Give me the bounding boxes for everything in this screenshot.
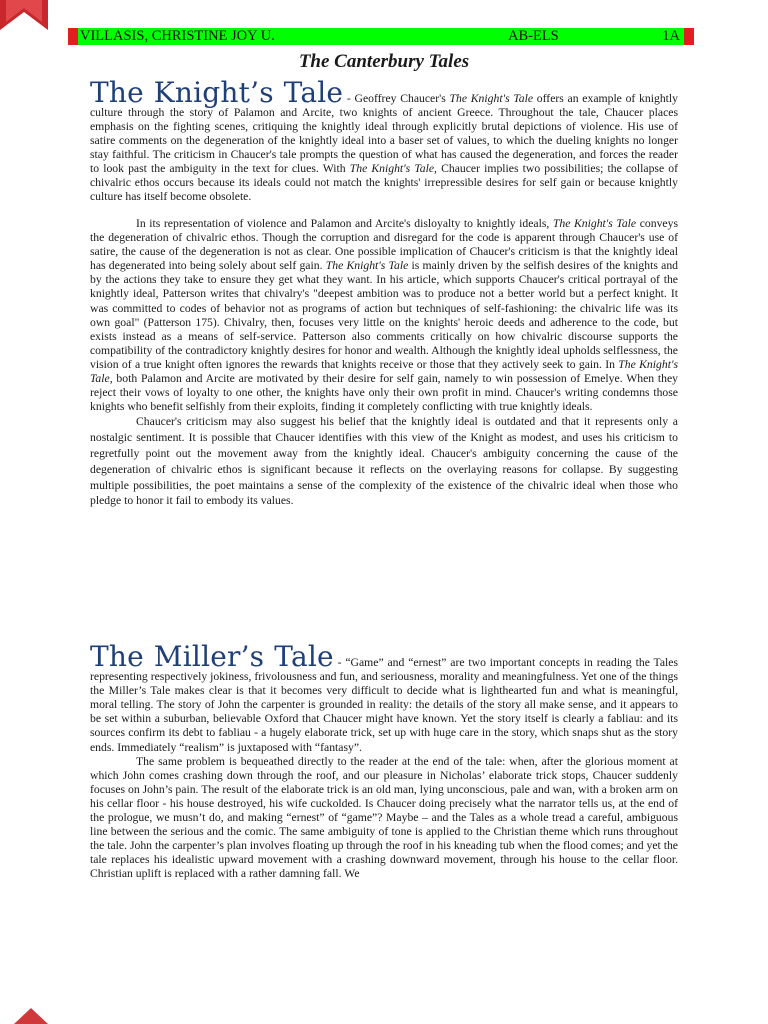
top-corner-ribbon: [0, 0, 48, 30]
millers-tale-paragraph-1: [90, 640, 678, 755]
italic-title: The Knight's Tale,: [349, 162, 437, 175]
italic-title: The Knight's Tale: [552, 217, 637, 230]
text-run: - Geoffrey Chaucer's: [343, 92, 450, 105]
millers-tale-section: [90, 640, 678, 882]
knights-tale-heading: The Knight’s Tale: [90, 76, 344, 109]
italic-title: The Knight's Tale,: [90, 357, 678, 386]
italic-title: The Knight's Tale: [325, 259, 409, 273]
knights-tale-section: [90, 76, 679, 509]
text-run: Chaucer implies two possibilities; the collapse of chivalric ethos occurs because its ideals could not match the knights' irrepressible desires for self gain or because knightly culture has itself become obsolete.: [90, 162, 679, 203]
text-run: both Palamon and Arcite are motivated by their desire for self gain, namely to win possession of Emelye. When they reject their vows of loyalty to one other, the knights have only their own profit in mind. Chaucer's writing condemns those knights who benefit selfishly from their exploits, finding it completely conflicting with true knightly ideals.: [90, 372, 678, 414]
italic-title: The Knight's Tale: [449, 92, 534, 105]
header-bar: [68, 28, 694, 45]
millers-tale-heading: The Miller’s Tale: [90, 640, 334, 673]
text-run: - “Game” and “ernest” are two important concepts in reading the Tales representing respectively jokiness, frivolousness and fun, and seriousness, morality and meaningfulness. Yet one of the things the Miller’s Tale makes clear is that it becomes very difficult to decide what is lighthearted fun and what is meaningful, moral telling. The story of John the carpenter is grounded in reality: the details of the story all make sense, and it appears to be set within a suburban, believable Oxford that Chaucer might have known. Yet the story itself is clearly a fabliau: and its sources confirm its debt to fabliau - a hugely elaborate trick, set up with huge care in the story, which snaps shut as the story ends. Immediately “realism” is juxtaposed with “fantasy”.: [90, 656, 678, 754]
document-title: The Canterbury Tales: [298, 51, 470, 72]
student-name: VILLASIS, CHRISTINE JOY U.: [80, 28, 275, 44]
text-run: conveys the degeneration of chivalric ethos. Though the corruption and disregard for the code is apparent through Chaucer's use of satire, the cause of the degeneration is not as clear. One possible implication of Chaucer's criticism is that the knightly ideal has degenerated into being solely about self gain.: [90, 217, 678, 273]
knights-tale-paragraph-2: [90, 217, 678, 414]
course-code: AB-ELS: [508, 28, 559, 44]
text-run: offers an example of knightly culture through the story of Palamon and Arcite, two knights of ancient Greece. Throughout the tale, Chaucer places emphasis on the fighting scenes, critiquing the knightly ideal through explicitly brutal depictions of violence. His use of satire comments on the degeneration of the knightly ideal into a baser set of values, to which the dueling knights no longer stay faithful. The criticism in Chaucer's tale prompts the question of what has caused the degeneration, and forces the reader to look past the ambiguity in the text for clues. With: [90, 92, 679, 175]
bottom-corner-ribbon: [14, 1008, 48, 1024]
text-run: is mainly driven by the selfish desires of the knights and by the actions they take to ensure they get what they want. In his article, which supports Chaucer's critical portrayal of the knightly ideal, Patterson writes that chivalry's "deepest ambition was to produce not a better world but a perfect knight. It was committed to codes of behavior not as programs of action but techniques of self-fashioning: the chivalric life was its own goal" (Patterson 175). Chivalry, then, focuses very little on the knights' heroic deeds and adherence to the code, but exists instead as a means of self-service. Patterson also comments critically on how chivalric discourse supports the compatibility of the contradictory knightly desires for honor and wealth. Although the knightly ideal upholds selflessness, the vision of a true knight often ignores the rewards that knights receive or those that they actively seek to gain. In: [90, 259, 679, 371]
knights-tale-paragraph-1: [90, 76, 679, 204]
knights-tale-paragraph-3: Chaucer's criticism may also suggest his belief that the knightly ideal is outdated and that it represents only a nostalgic sentiment. It is possible that Chaucer identifies with this view of the Knight as modest, and uses his criticism to regretfully point out the movement away from the knightly ideal. Chaucer's ambiguity concerning the cause of the degeneration of chivalric ethos is significant because it reflects on the overlaying reasons for collapse. By suggesting multiple possibilities, the poet maintains a sense of the complexity of the existence of the chivalric ideal when those who pledge to honor it fail to embody its values.: [90, 415, 678, 508]
millers-tale-paragraph-2: The same problem is bequeathed directly to the reader at the end of the tale: when, after the glorious moment at which John comes crashing down through the roof, and our pleasure in Nicholas’ elaborate trick stops, Chaucer suddenly focuses on John’s pain. The result of the elaborate trick is an old man, lying unconscious, pale and wan, with a broken arm on his cellar floor - his house destroyed, his wife cuckolded. Is Chaucer doing precisely what the narrator tells us, at the end of the prologue, we musn’t do, and making “ernest” of “game”? Maybe – and the Tales as a whole tread a careful, ambiguous line between the serious and the comic. The same ambiguity of tone is applied to the Christian theme which runs throughout the tale. John the carpenter’s plan involves floating up through the roof in his kneading tub when the flood comes; and yet the tale replaces his idealistic upward movement with a crashing downward movement, through his house to the cellar floor. Christian uplift is replaced with a rather damning fall. We: [90, 754, 678, 881]
text-run: In its representation of violence and Palamon and Arcite's disloyalty to knightly ideals,: [136, 217, 553, 230]
section-code: 1A: [662, 28, 680, 44]
